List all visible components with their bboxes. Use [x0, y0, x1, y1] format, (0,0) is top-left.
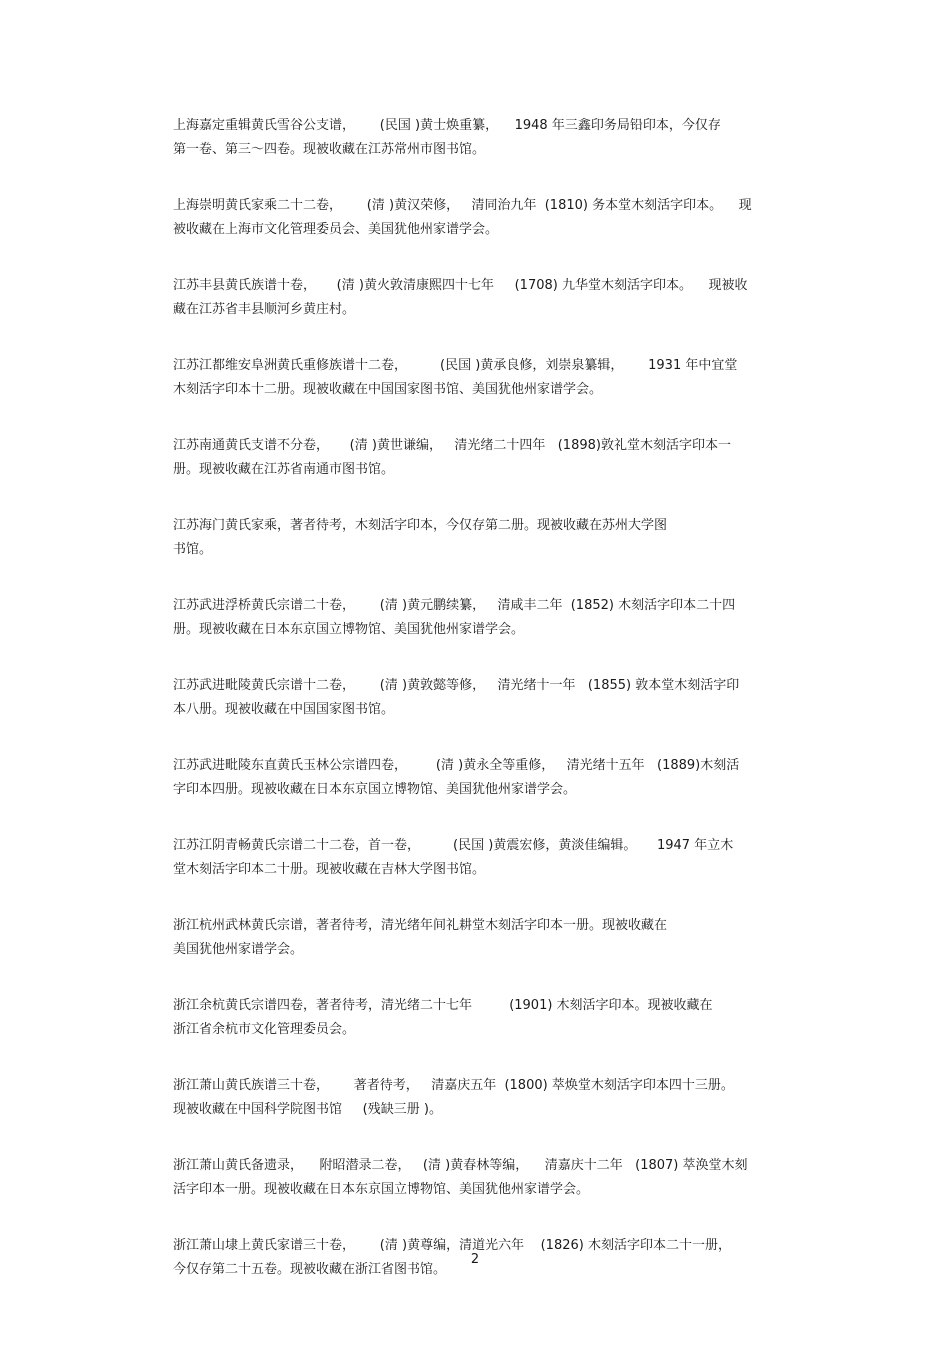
entry-line: 浙江萧山黄氏族谱三十卷， 著者待考， 清嘉庆五年 (1800) 萃焕堂木刻活字印本四十三册。: [173, 1078, 734, 1093]
entry-line: 堂木刻活字印本二十册。现被收藏在吉林大学图书馆。: [173, 862, 486, 877]
genealogy-entry: [173, 674, 813, 722]
entry-line: 第一卷、第三～四卷。现被收藏在江苏常州市图书馆。: [173, 142, 486, 157]
entry-line: 今仅存第二十五卷。现被收藏在浙江省图书馆。: [173, 1262, 447, 1277]
entry-line: 字印本四册。现被收藏在日本东京国立博物馆、美国犹他州家谱学会。: [173, 782, 577, 797]
genealogy-entry: [173, 354, 813, 402]
genealogy-entry: [173, 514, 813, 562]
entry-line: 活字印本一册。现被收藏在日本东京国立博物馆、美国犹他州家谱学会。: [173, 1182, 590, 1197]
genealogy-entry-list: [173, 114, 813, 1314]
entry-line: 江苏武进毗陵东直黄氏玉林公宗谱四卷， (清 )黄永全等重修， 清光绪十五年 (1889)木刻活: [173, 758, 740, 773]
entry-line: 册。现被收藏在江苏省南通市图书馆。: [173, 462, 395, 477]
genealogy-entry: [173, 834, 813, 882]
genealogy-entry: [173, 194, 813, 242]
entry-line: 被收藏在上海市文化管理委员会、美国犹他州家谱学会。: [173, 222, 499, 237]
entry-line: 藏在江苏省丰县顺河乡黄庄村。: [173, 302, 356, 317]
entry-line: 浙江萧山埭上黄氏家谱三十卷， (清 )黄尊编，清道光六年 (1826) 木刻活字印本二十一册，: [173, 1238, 731, 1253]
entry-line: 浙江省余杭市文化管理委员会。: [173, 1022, 356, 1037]
genealogy-entry: [173, 914, 813, 962]
entry-line: 江苏南通黄氏支谱不分卷， (清 )黄世谦编， 清光绪二十四年 (1898)敦礼堂木刻活字印本一: [173, 438, 731, 453]
entry-line: 浙江萧山黄氏备遗录， 附昭潜录二卷， (清 )黄春林等编， 清嘉庆十二年 (1807) 萃涣堂木刻: [173, 1158, 748, 1173]
genealogy-entry: [173, 114, 813, 162]
genealogy-entry: [173, 754, 813, 802]
genealogy-entry: [173, 1074, 813, 1122]
entry-line: 册。现被收藏在日本东京国立博物馆、美国犹他州家谱学会。: [173, 622, 525, 637]
genealogy-entry: [173, 1154, 813, 1202]
entry-line: 上海嘉定重辑黄氏雪谷公支谱， (民国 )黄士焕重纂， 1948 年三鑫印务局铅印本，今仅存: [173, 118, 721, 133]
genealogy-entry: [173, 594, 813, 642]
entry-line: 现被收藏在中国科学院图书馆 (残缺三册 )。: [173, 1102, 442, 1117]
genealogy-entry: [173, 434, 813, 482]
entry-line: 本八册。现被收藏在中国国家图书馆。: [173, 702, 395, 717]
entry-line: 木刻活字印本十二册。现被收藏在中国国家图书馆、美国犹他州家谱学会。: [173, 382, 603, 397]
page-number: 2: [470, 1252, 480, 1267]
entry-line: 江苏丰县黄氏族谱十卷， (清 )黄火敦清康熙四十七年 (1708) 九华堂木刻活字印本。 现被收: [173, 278, 748, 293]
entry-line: 江苏江都维安阜洲黄氏重修族谱十二卷， (民国 )黄承良修，刘崇泉纂辑， 1931 年中宜堂: [173, 358, 738, 373]
entry-line: 江苏武进浮桥黄氏宗谱二十卷， (清 )黄元鹏续纂， 清咸丰二年 (1852) 木刻活字印本二十四: [173, 598, 736, 613]
genealogy-entry: [173, 274, 813, 322]
entry-line: 上海崇明黄氏家乘二十二卷， (清 )黄汉荣修， 清同治九年 (1810) 务本堂木刻活字印本。 现: [173, 198, 752, 213]
genealogy-entry: [173, 994, 813, 1042]
entry-line: 浙江杭州武林黄氏宗谱，著者待考，清光绪年间礼耕堂木刻活字印本一册。现被收藏在: [173, 918, 668, 933]
entry-line: 江苏江阴青畅黄氏宗谱二十二卷，首一卷， (民国 )黄震宏修，黄淡佳编辑。 1947 年立木: [173, 838, 734, 853]
entry-line: 美国犹他州家谱学会。: [173, 942, 304, 957]
entry-line: 浙江余杭黄氏宗谱四卷，著者待考，清光绪二十七年 (1901) 木刻活字印本。现被收藏在: [173, 998, 713, 1013]
entry-line: 江苏武进毗陵黄氏宗谱十二卷， (清 )黄敦懿等修， 清光绪十一年 (1855) 敦本堂木刻活字印: [173, 678, 740, 693]
entry-line: 江苏海门黄氏家乘，著者待考，木刻活字印本，今仅存第二册。现被收藏在苏州大学图: [173, 518, 668, 533]
entry-line: 书馆。: [173, 542, 213, 557]
